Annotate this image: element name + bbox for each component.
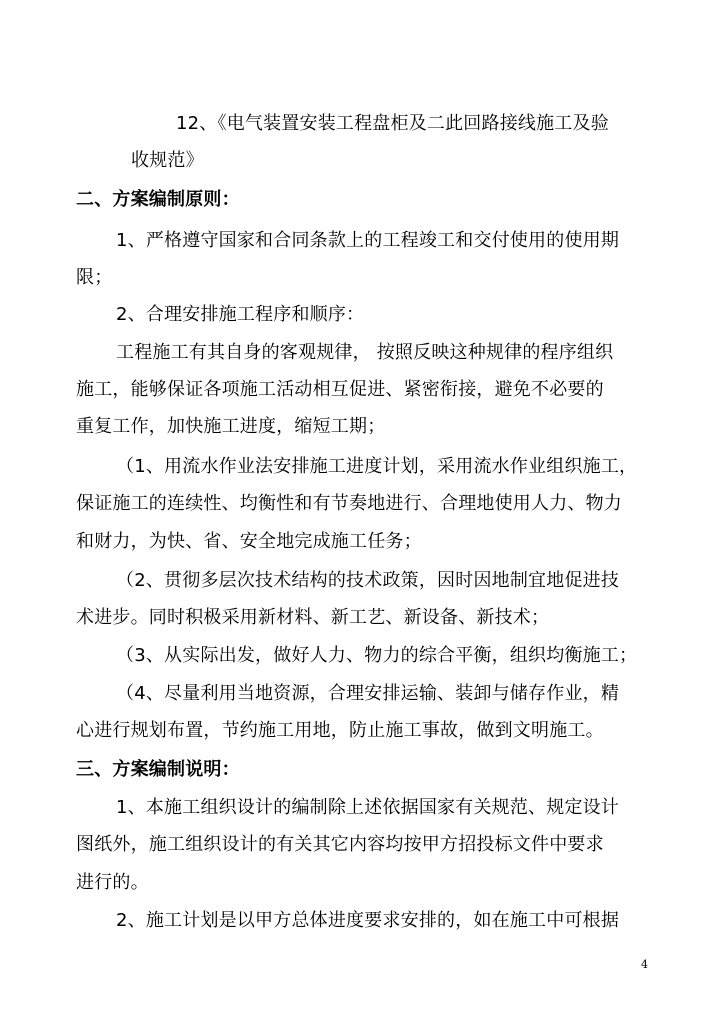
section-heading-principles: 二、方案编制原则：	[76, 189, 240, 210]
paragraph-line: 和财力，为快、省、安全地完成施工任务；	[76, 531, 422, 552]
principle-1-continued: 限；	[76, 267, 113, 288]
explanation-1-text: 1、本施工组织设计的编制除上述依据国家有关规范、规定设计	[116, 797, 620, 818]
paragraph-line: 工程施工有其自身的客观规律， 按照反映这种规律的程序组织	[116, 342, 614, 363]
subitem-1-text: （1、用流水作业法安排施工进度计划，采用流水作业组织施工，	[116, 456, 638, 477]
reference-item-12-continued: 收规范》	[131, 150, 204, 171]
subitem-3-text: （3、从实际出发，做好人力、物力的综合平衡，组织均衡施工；	[116, 645, 638, 666]
subitem-2-text: （2、贯彻多层次技术结构的技术政策，因时因地制宜地促进技	[116, 570, 620, 591]
paragraph-line: 进行的。	[76, 872, 149, 893]
paragraph-line: 术进步。同时积极采用新材料、新工艺、新设备、新技术；	[76, 607, 550, 628]
paragraph-line: 保证施工的连续性、均衡性和有节奏地进行、合理地使用人力、物力	[76, 493, 622, 514]
paragraph-line: 重复工作，加快施工进度，缩短工期；	[76, 416, 386, 437]
paragraph-line: 心进行规划布置，节约施工用地，防止施工事故，做到文明施工。	[76, 720, 604, 741]
section-heading-explanation: 三、方案编制说明：	[76, 759, 240, 780]
explanation-2-text: 2、施工计划是以甲方总体进度要求安排的，如在施工中可根据	[116, 910, 620, 931]
reference-item-12: 12、《电气装置安装工程盘柜及二此回路接线施工及验	[176, 113, 609, 134]
subitem-4-text: （4、尽量利用当地资源，合理安排运输、装卸与储存作业，精	[116, 683, 620, 704]
principle-1-text: 1、严格遵守国家和合同条款上的工程竣工和交付使用的使用期	[116, 230, 620, 251]
paragraph-line: 施工，能够保证各项施工活动相互促进、紧密衔接，避免不必要的	[76, 379, 604, 400]
principle-2-text: 2、合理安排施工程序和顺序：	[116, 304, 365, 325]
page-number: 4	[641, 958, 648, 971]
paragraph-line: 图纸外，施工组织设计的有关其它内容均按甲方招投标文件中要求	[76, 834, 604, 855]
